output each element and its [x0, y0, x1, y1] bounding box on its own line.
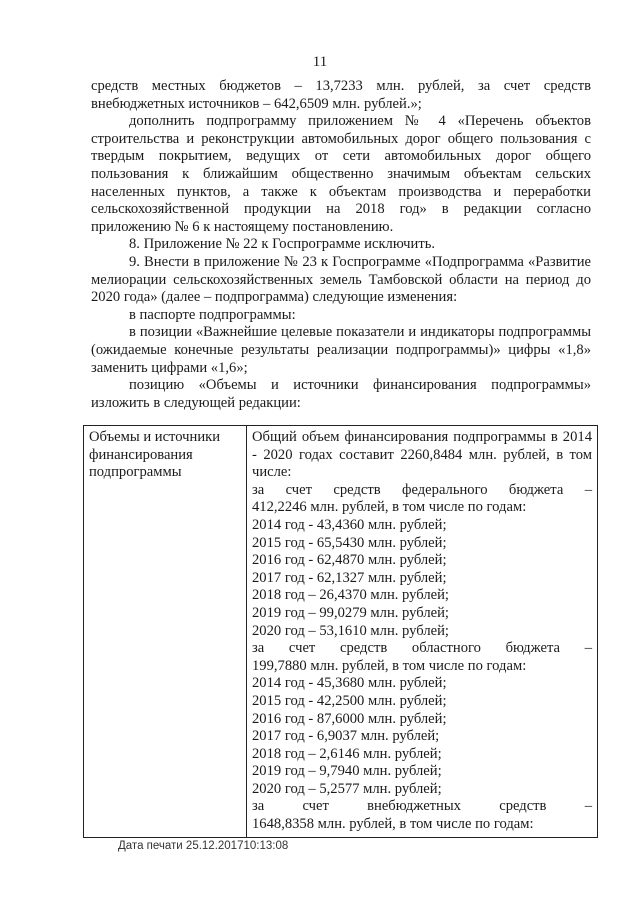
federal-year-2019: 2019 год – 99,0279 млн. рублей; [252, 604, 449, 621]
body-text [91, 78, 591, 412]
regional-source-amount: 199,7880 млн. рублей, в том числе по годам: [252, 657, 527, 674]
regional-year-2014: 2014 год - 45,3680 млн. рублей; [252, 675, 447, 692]
regional-year-2019: 2019 год – 9,7940 млн. рублей; [252, 763, 442, 780]
offbudget-source-amount: 1648,8358 млн. рублей, в том числе по годам: [252, 816, 534, 833]
regional-source-head: за счет средств областного бюджета – [252, 640, 592, 657]
regional-year-2018: 2018 год – 2,6146 млн. рублей; [252, 745, 442, 762]
paragraph-2: дополнить подпрограмму приложением № 4 «Перечень объектов строительства и реконструкции автомобильных дорог общего пользования с твердым покрытием, ведущих от сети автомобильных дорог общего пользования к ближайшим общественно значимым объектам сельских населенных пунктов, а также к объектам производства и переработки сельскохозяйственной продукции на 2018 год» в редакции согласно приложению № 6 к настоящему постановлению. [91, 113, 591, 235]
financing-table [83, 425, 598, 838]
print-date-footer: Дата печати 25.12.201710:13:08 [118, 840, 289, 852]
financing-details [247, 426, 598, 838]
paragraph-3: 8. Приложение № 22 к Госпрограмме исключить. [129, 236, 436, 253]
regional-year-2016: 2016 год - 87,6000 млн. рублей; [252, 710, 447, 727]
federal-source-head: за счет средств федерального бюджета – [252, 481, 592, 498]
offbudget-source-head: за счет внебюджетных средств – [252, 798, 592, 815]
paragraph-1: средств местных бюджетов – 13,7233 млн. рублей, за счет средств внебюджетных источников – 642,6509 млн. рублей.»; [91, 78, 591, 112]
total-amount: Общий объем финансирования подпрограммы в 2014 - 2020 годах составит 2260,8484 млн. рублей, в том числе: [252, 429, 592, 481]
federal-year-2018: 2018 год – 26,4370 млн. рублей; [252, 587, 449, 604]
position-label: Объемы и источники финансирования подпрограммы [84, 426, 247, 838]
federal-source-amount: 412,2246 млн. рублей, в том числе по годам: [252, 499, 527, 516]
federal-year-2016: 2016 год - 62,4870 млн. рублей; [252, 552, 447, 569]
federal-year-2014: 2014 год - 43,4360 млн. рублей; [252, 516, 447, 533]
federal-year-2017: 2017 год - 62,1327 млн. рублей; [252, 569, 447, 586]
paragraph-5: в паспорте подпрограммы: [129, 306, 296, 323]
regional-year-2015: 2015 год - 42,2500 млн. рублей; [252, 692, 447, 709]
page-number: 11 [312, 54, 328, 70]
paragraph-7: позицию «Объемы и источники финансирования подпрограммы» изложить в следующей редакции: [91, 377, 591, 411]
table-row [84, 426, 598, 838]
regional-year-2017: 2017 год - 6,9037 млн. рублей; [252, 728, 440, 745]
paragraph-6: в позиции «Важнейшие целевые показатели и индикаторы подпрограммы (ожидаемые конечные результаты реализации подпрограммы)» цифры «1,8» заменить цифрами «1,6»; [91, 324, 591, 376]
paragraph-4: 9. Внести в приложение № 23 к Госпрограмме «Подпрограмма «Развитие мелиорации сельскохозяйственных земель Тамбовской области на период до 2020 года» (далее – подпрограмма) следующие изменения: [91, 253, 591, 306]
federal-year-2015: 2015 год - 65,5430 млн. рублей; [252, 534, 447, 551]
federal-year-2020: 2020 год – 53,1610 млн. рублей; [252, 622, 449, 639]
regional-year-2020: 2020 год – 5,2577 млн. рублей; [252, 780, 442, 797]
